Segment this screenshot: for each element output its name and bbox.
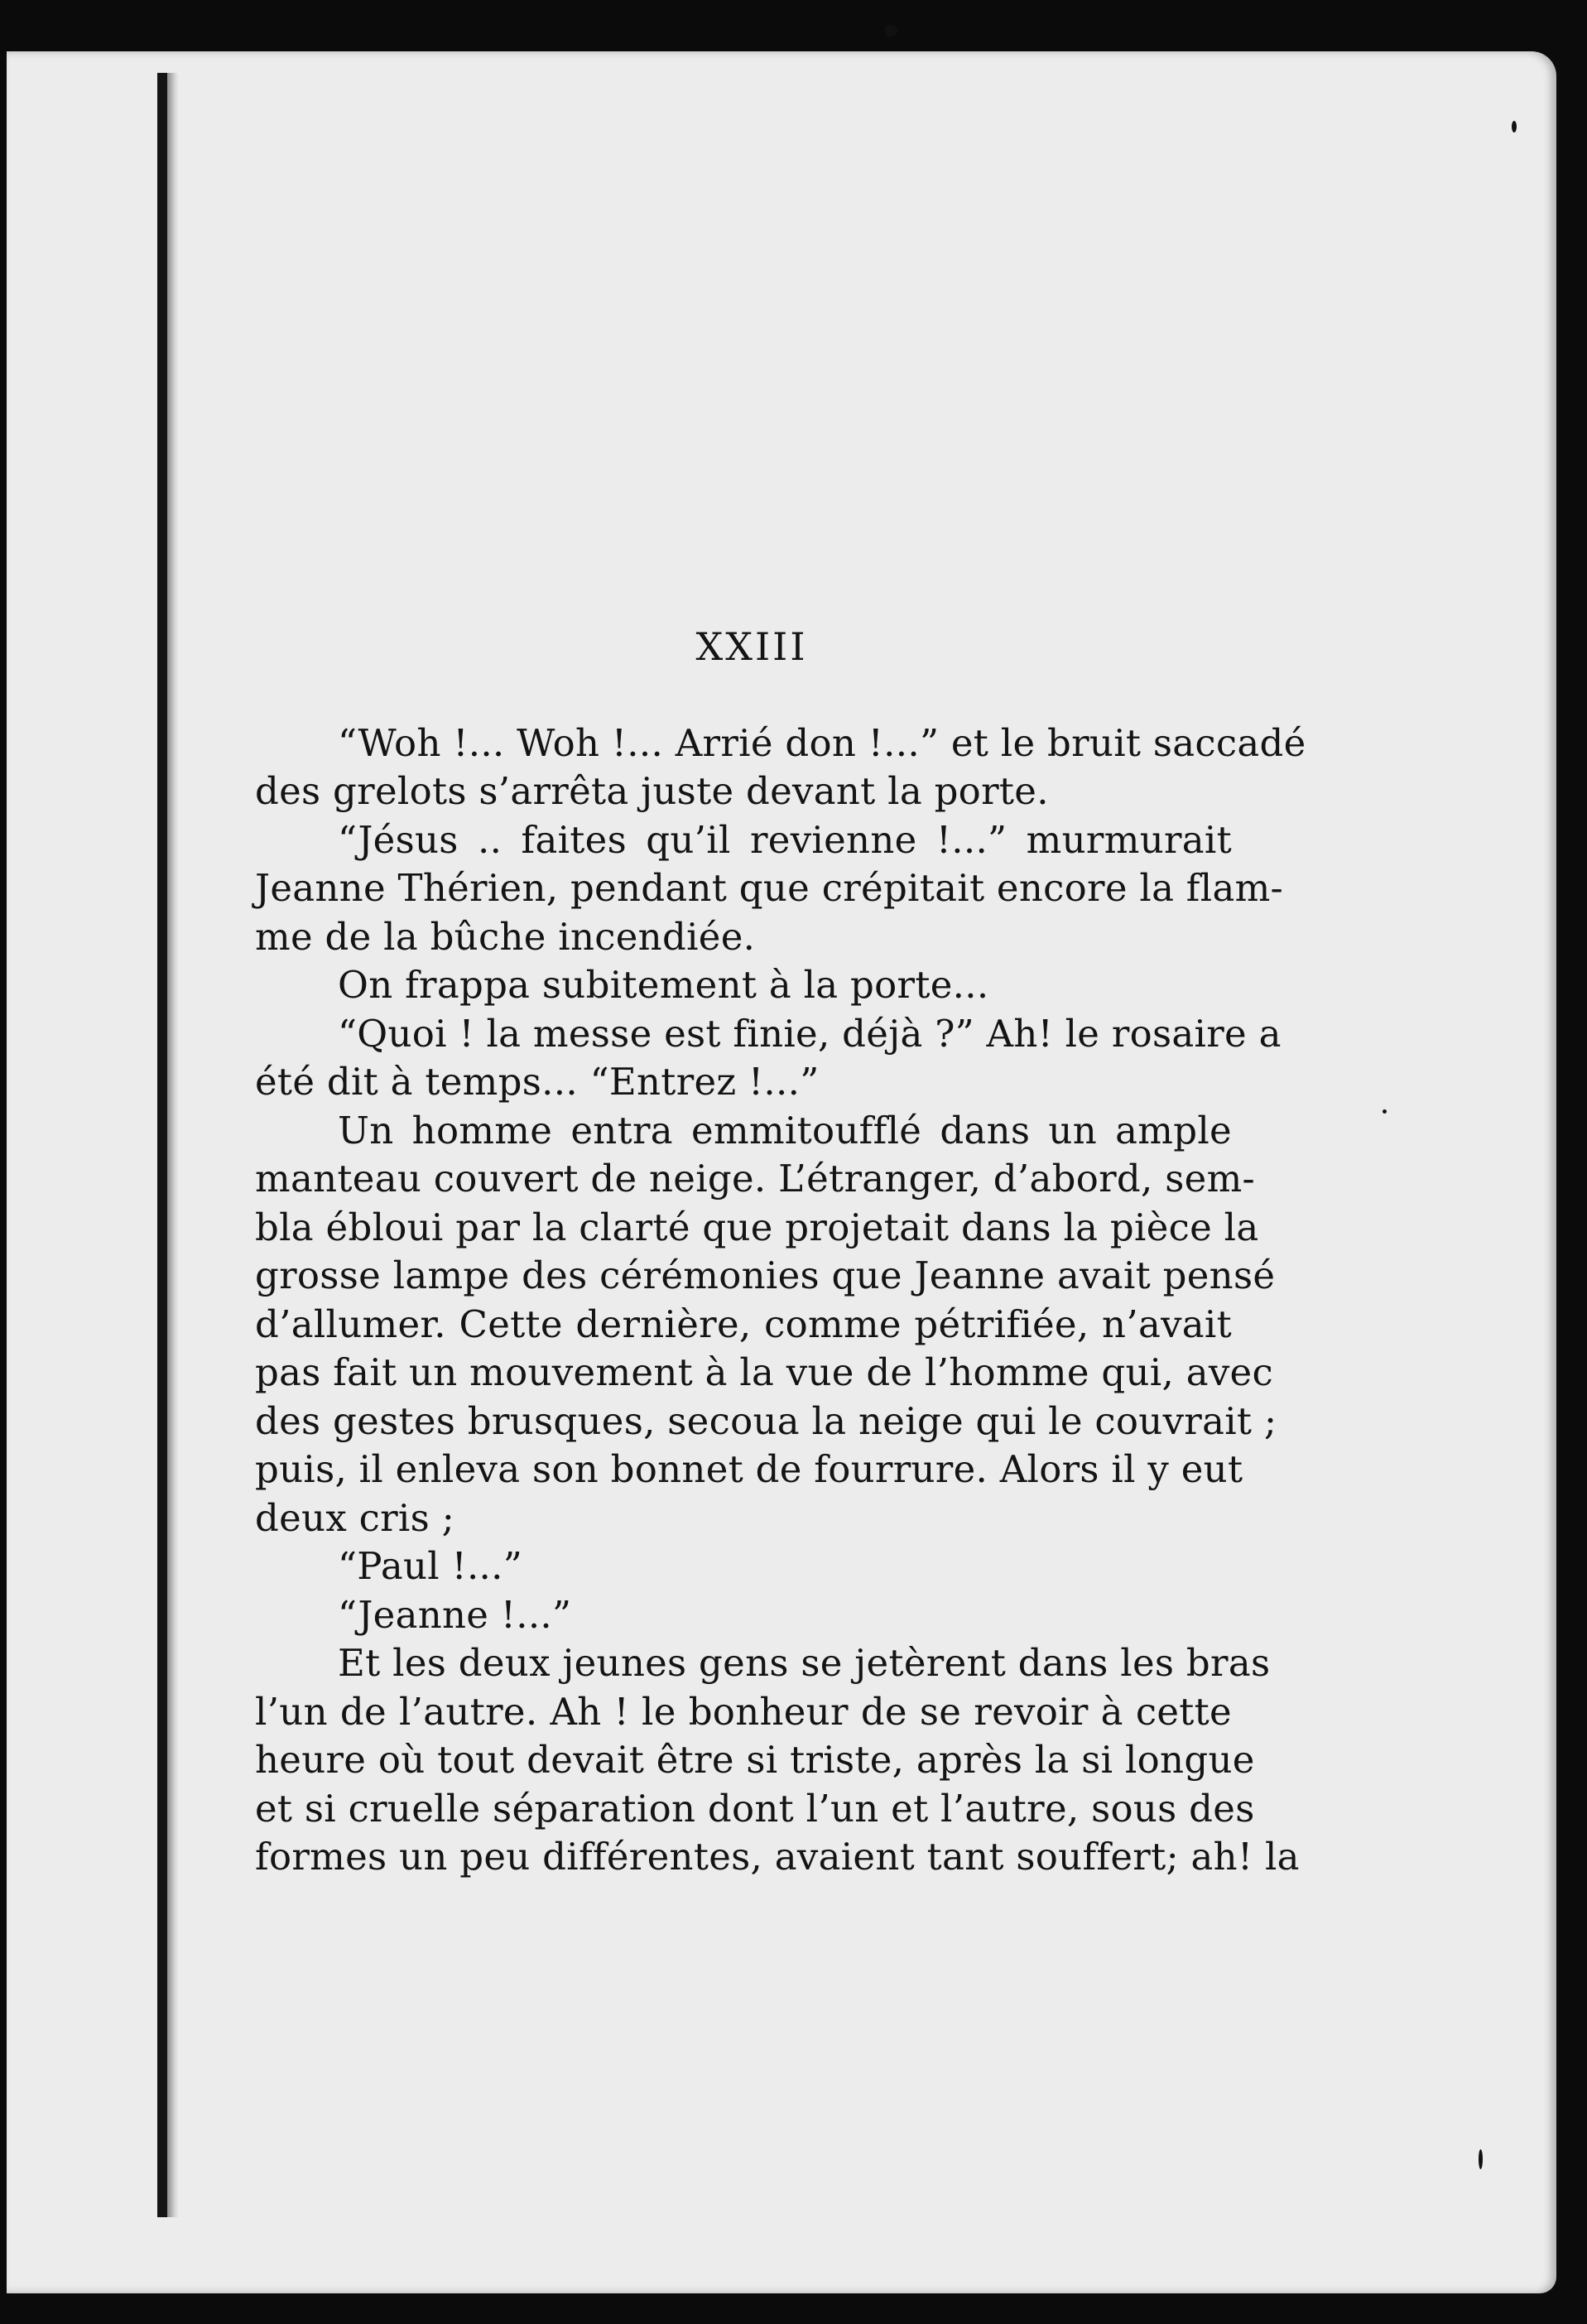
text-line: “Jésus .. faites qu’il revienne !...” murmurait	[338, 817, 1232, 862]
text-line: des grelots s’arrêta juste devant la porte.	[255, 769, 1049, 813]
text-line: heure où tout devait être si triste, après la si longue	[255, 1738, 1255, 1782]
text-line: Un homme entra emmitoufflé dans un ample	[338, 1108, 1232, 1152]
text-line: et si cruelle séparation dont l’un et l’autre, sous des	[255, 1786, 1255, 1831]
spine-shadow	[167, 73, 179, 2217]
text-line: grosse lampe des cérémonies que Jeanne avait pensé	[255, 1253, 1276, 1297]
text-line: Jeanne Thérien, pendant que crépitait encore la flam-	[255, 866, 1284, 910]
scan-speck	[1383, 1109, 1387, 1114]
text-line: d’allumer. Cette dernière, comme pétrifiée, n’avait	[255, 1302, 1232, 1346]
text-line: On frappa subitement à la porte...	[338, 963, 989, 1007]
text-line: Et les deux jeunes gens se jetèrent dans les bras	[338, 1641, 1271, 1685]
chapter-heading: XXIII	[695, 624, 808, 669]
page-text	[255, 623, 1306, 1882]
scan-speck	[884, 25, 897, 36]
text-line: “Quoi ! la messe est finie, déjà ?” Ah! le rosaire a	[338, 1011, 1282, 1056]
scan-speck	[1512, 121, 1517, 132]
text-line: “Jeanne !...”	[338, 1592, 572, 1637]
paragraph-lines	[255, 719, 1306, 1882]
scan-speck	[1479, 2149, 1483, 2169]
text-line: bla ébloui par la clarté que projetait dans la pièce la	[255, 1205, 1259, 1249]
text-line: puis, il enleva son bonnet de fourrure. Alors il y eut	[255, 1447, 1243, 1491]
text-line: manteau couvert de neige. L’étranger, d’abord, sem-	[255, 1157, 1256, 1200]
text-line: “Paul !...”	[338, 1544, 523, 1588]
text-line: l’un de l’autre. Ah ! le bonheur de se revoir à cette	[255, 1689, 1232, 1734]
book-spine	[157, 73, 167, 2217]
text-line: me de la bûche incendiée.	[255, 914, 756, 959]
text-line: pas fait un mouvement à la vue de l’homme qui, avec	[255, 1350, 1273, 1394]
text-line: “Woh !... Woh !... Arrié don !...” et le bruit saccadé	[338, 720, 1306, 765]
text-line: des gestes brusques, secoua la neige qui le couvrait ;	[255, 1398, 1277, 1443]
text-line: été dit à temps... “Entrez !...”	[255, 1060, 820, 1104]
text-line: deux cris ;	[255, 1495, 455, 1540]
text-line: formes un peu différentes, avaient tant souffert; ah! la	[255, 1835, 1300, 1879]
